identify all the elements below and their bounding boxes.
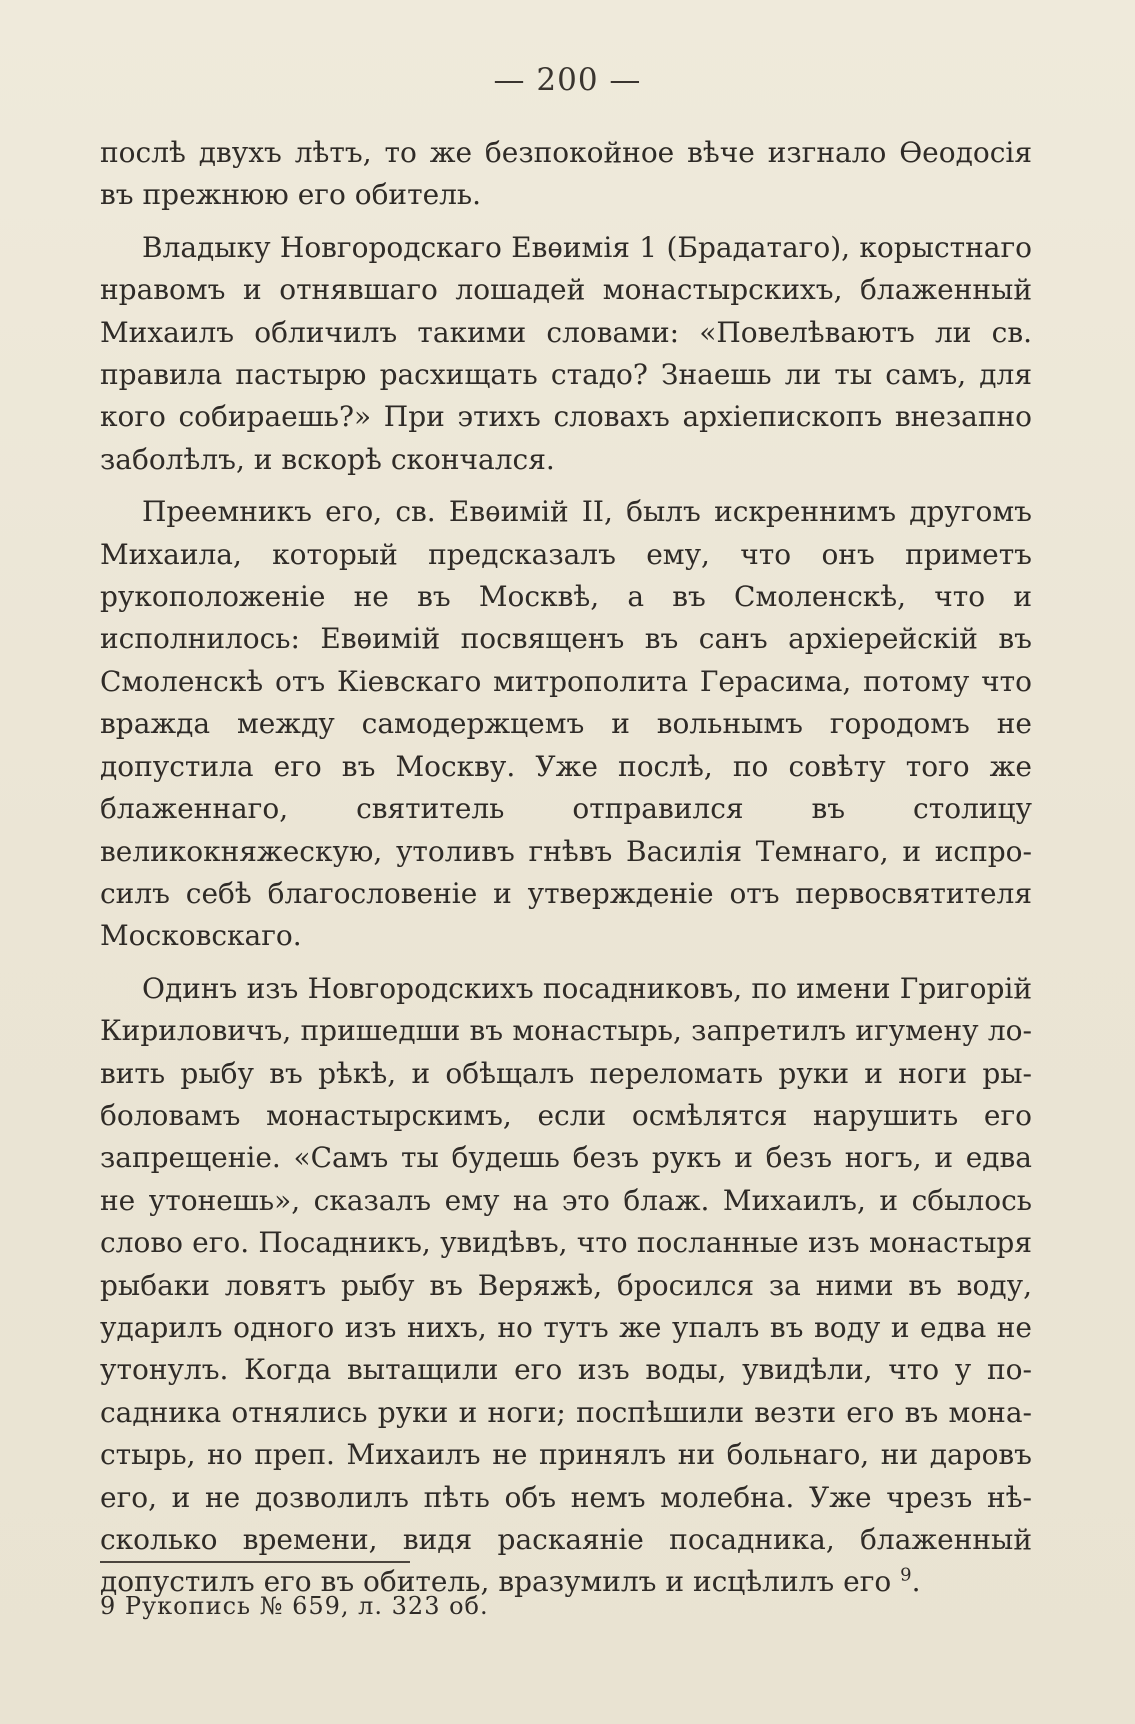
paragraph-1: послѣ двухъ лѣтъ, то же безпокойное вѣче изгнало Ѳеодосія въ прежнюю его обитель. xyxy=(100,136,1032,212)
paragraph-4-text: Одинъ изъ Новгородскихъ посадниковъ, по имени Григорій Кириловичъ, пришедши въ монастырь, запретилъ игумену ловить рыбу въ рѣкѣ, и обѣщалъ переломать руки и ноги рыболовамъ монастырскимъ, если осмѣлятся нарушить его запрещеніе. «Самъ ты будешь безъ рукъ и безъ ногъ, и едва не утонешь», сказалъ ему на это блаж. Михаилъ, и сбылось слово его. Посадникъ, увидѣвъ, что посланные изъ монастыря рыбаки ловятъ рыбу въ Веряжѣ, бросился за ними въ воду, ударилъ одного изъ нихъ, но тутъ же упалъ въ воду и едва не утонулъ. Когда вытащили его изъ воды, увидѣли, что у посадника отнялись руки и ноги; поспѣшили везти его въ монастырь, но преп. Михаилъ не принялъ ни больнаго, ни даровъ его, и не дозволилъ пѣть объ немъ молебна. Уже чрезъ нѣсколько времени, видя раскаяніе посадника, блаженный допустилъ его въ обитель, вразумилъ и исцѣлилъ его xyxy=(100,971,1032,1599)
footnote-reference: 9 xyxy=(900,1565,912,1587)
body-text xyxy=(100,132,1032,1614)
paragraph-2: Владыку Новгородскаго Евѳимія 1 (Брадатаго), корыстнаго нравомъ и отнявшаго лошадей монастырскихъ, блаженный Михаилъ обличилъ такими словами: «Повелѣваютъ ли св. правила пастырю расхищать стадо? Знаешь ли ты самъ, для кого собираешь?» При этихъ словахъ архіепископъ внезапно заболѣлъ, и вскорѣ скончался. xyxy=(100,230,1032,476)
paragraph-3: Преемникъ его, св. Евѳимій II, былъ искреннимъ другомъ Михаила, который предсказалъ ему, что онъ приметъ рукоположеніе не въ Москвѣ, а въ Смоленскѣ, что и исполнилось: Евѳимій посвященъ въ санъ архіерейскій въ Смоленскѣ отъ Кіевскаго митрополита Герасима, потому что вражда между самодержцемъ и вольнымъ городомъ не допустила его въ Москву. Уже послѣ, по совѣту того же блаженнаго, святитель отправился въ столицу великокняжескую, утоливъ гнѣвъ Василія Темнаго, и испросилъ себѣ благословеніе и утвержденіе отъ первосвятителя Московскаго. xyxy=(100,495,1032,953)
paragraph-4-end: . xyxy=(911,1565,921,1599)
page-number: — 200 — xyxy=(493,62,642,98)
paragraph-4 xyxy=(100,968,1032,1604)
footnote: 9 Рукопись № 659, л. 323 об. xyxy=(100,1592,489,1620)
footnote-divider xyxy=(100,1561,410,1563)
